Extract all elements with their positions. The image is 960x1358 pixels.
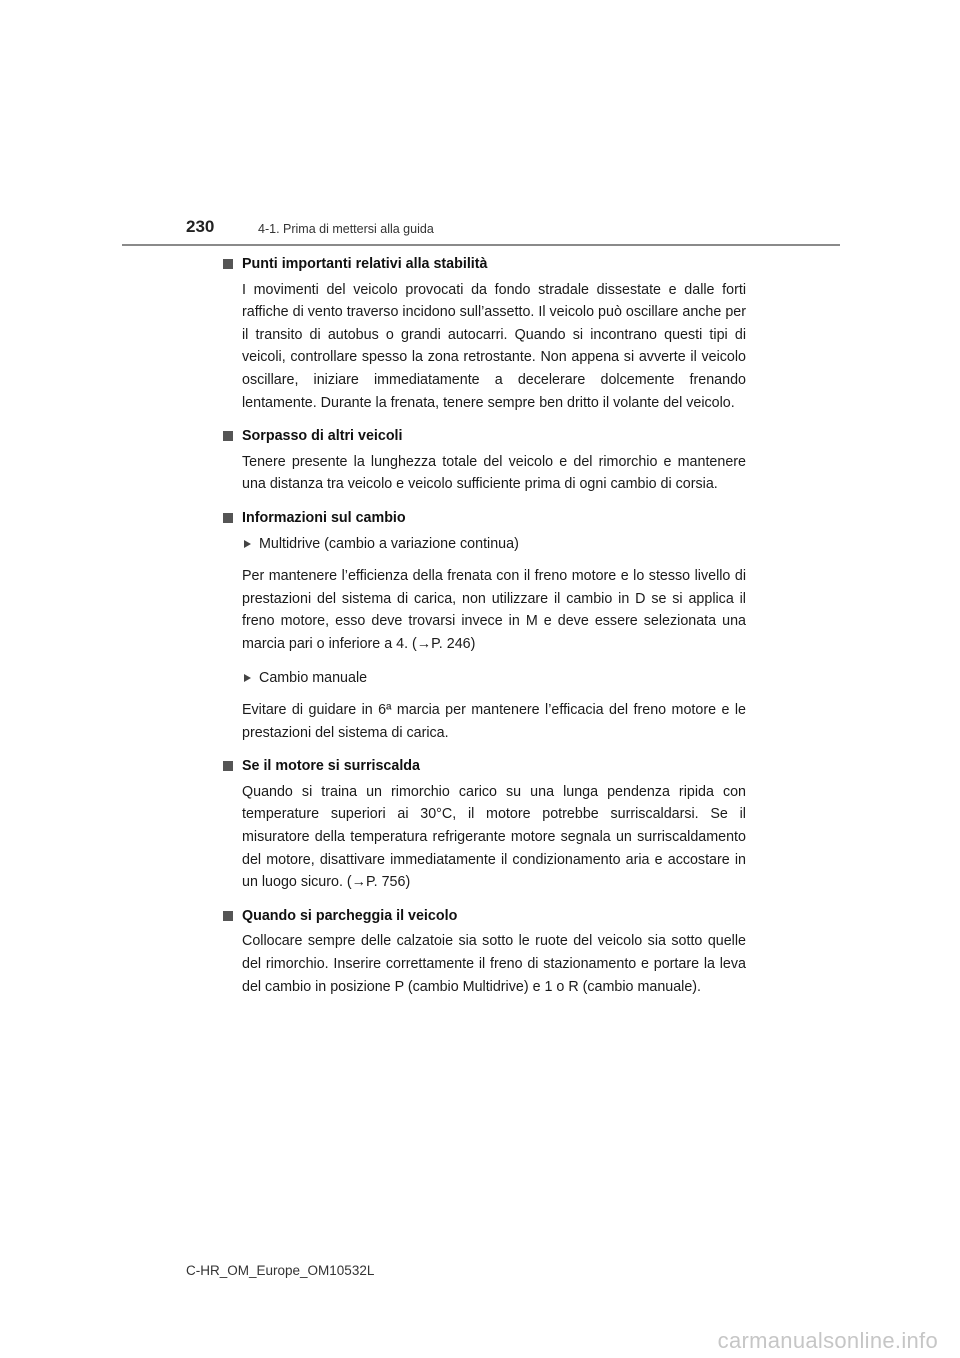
section-paragraph: I movimenti del veicolo provocati da fondo stradale dissestate e dalle forti raffiche di vento traverso incidono sull’assetto. Il veicolo può oscillare anche per il transito di autobus o grandi autocarri. Quando si incontrano questi tipi di veicoli, controllare spesso la zona retrostante. Non appena si avverte il veicolo oscillare, iniziare immediatamente a decelerare dolcemente frenando lentamente. Durante la frenata, tenere sempre ben dritto il volante del veicolo.: [242, 281, 746, 411]
section-heading-text: Informazioni sul cambio: [242, 509, 406, 526]
section-paragraph: Collocare sempre delle calzatoie sia sotto le ruote del veicolo sia sotto quelle del rimorchio. Inserire correttamente il freno di stazionamento e portare la leva del cambio in posizione P (cambio Multidrive) e 1 o R (cambio manuale).: [242, 933, 746, 995]
section-heading-text: Quando si parcheggia il veicolo: [242, 907, 458, 924]
section-title: 4-1. Prima di mettersi alla guida: [258, 222, 434, 236]
section-heading: [222, 755, 746, 778]
section-heading-text: Punti importanti relativi alla stabilità: [242, 256, 488, 272]
square-bullet-icon: [223, 761, 233, 771]
section-heading: [222, 425, 746, 448]
header-divider: [122, 244, 840, 246]
square-bullet-icon: [223, 513, 233, 523]
watermark: carmanualsonline.info: [717, 1328, 938, 1353]
section-heading: [222, 253, 746, 276]
section-paragraph: Tenere presente la lunghezza totale del veicolo e del rimorchio e mantenere una distanza tra veicolo e veicolo sufficiente prima di ogni cambio di corsia.: [242, 453, 746, 493]
sub-item-label: Multidrive (cambio a variazione continua): [259, 535, 519, 552]
square-bullet-icon: [223, 431, 233, 441]
section-heading: [222, 507, 746, 530]
section-heading-text: Sorpasso di altri veicoli: [242, 428, 403, 445]
sub-item: [242, 667, 746, 690]
triangle-arrow-icon: [244, 540, 251, 548]
square-bullet-icon: [223, 259, 233, 269]
section-heading-text: Se il motore si surriscalda: [242, 758, 420, 775]
section-heading: [222, 905, 746, 928]
sub-item: [242, 533, 746, 556]
square-bullet-icon: [223, 911, 233, 921]
page-content: [222, 253, 746, 1009]
section-paragraph: Quando si traina un rimorchio carico su una lunga pendenza ripida con temperature superiori ai 30°C, il motore potrebbe surriscaldarsi. Se il misuratore della temperatura refrigerante motore segnala un surriscaldamento del motore, disattivare immediatamente il condizionamento aria e accostare in un luogo sicuro. (→P. 756): [242, 783, 746, 891]
document-code: C-HR_OM_Europe_OM10532L: [186, 1263, 375, 1278]
section-paragraph: Evitare di guidare in 6ª marcia per mantenere l’efficacia del freno motore e le prestazioni del sistema di carica.: [242, 702, 746, 741]
section-paragraph: Per mantenere l’efficienza della frenata con il freno motore e lo stesso livello di prestazioni del sistema di carica, non utilizzare il cambio in D se si applica il freno motore, esso deve trovarsi invece in M e deve essere selezionata una marcia pari o inferiore a 4. (→P. 246): [242, 568, 746, 652]
triangle-arrow-icon: [244, 674, 251, 682]
sub-item-label: Cambio manuale: [259, 669, 368, 686]
page-number: 230: [186, 217, 215, 236]
